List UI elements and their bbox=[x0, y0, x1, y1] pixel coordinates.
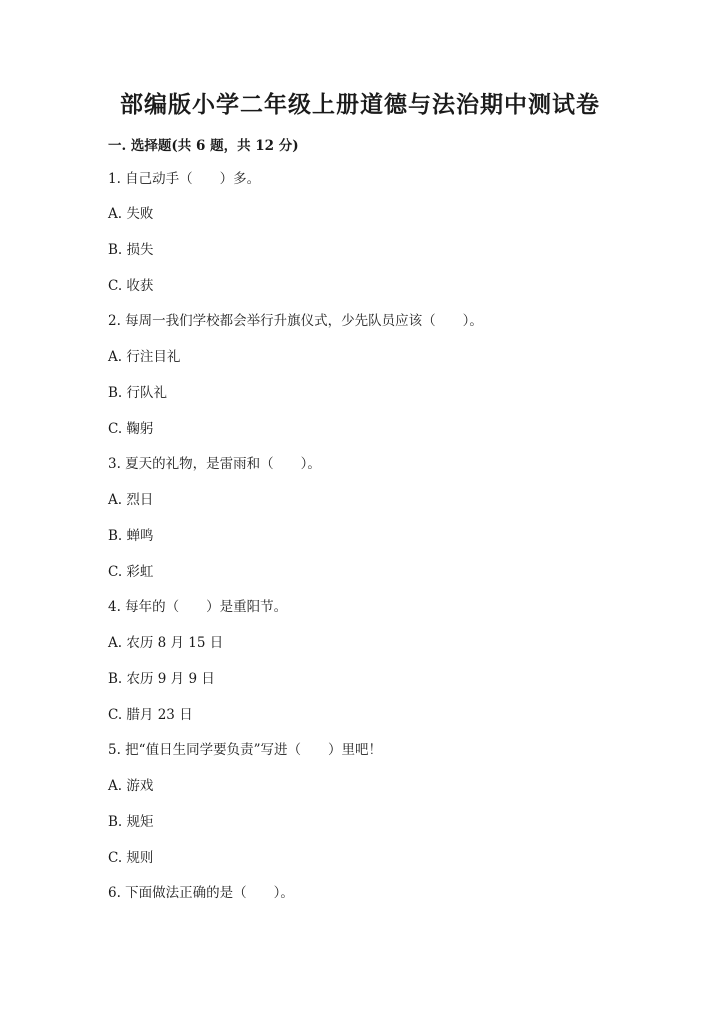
question-4-option-a: A. 农历 8 月 15 日 bbox=[108, 635, 224, 651]
question-3-stem: 3. 夏天的礼物，是雷雨和（ ）。 bbox=[108, 456, 321, 472]
section-heading: 一. 选择题(共 6 题，共 12 分) bbox=[108, 138, 299, 154]
question-1-stem: 1. 自己动手（ ）多。 bbox=[108, 171, 261, 187]
question-5-option-b: B. 规矩 bbox=[108, 814, 154, 830]
question-4-option-b: B. 农历 9 月 9 日 bbox=[108, 671, 215, 687]
question-4-stem: 4. 每年的（ ）是重阳节。 bbox=[108, 599, 288, 615]
question-3-option-c: C. 彩虹 bbox=[108, 564, 154, 580]
question-5-stem: 5. 把“值日生同学要负责”写进（ ）里吧！ bbox=[108, 742, 382, 758]
question-3-option-a: A. 烈日 bbox=[108, 492, 154, 508]
page-title: 部编版小学二年级上册道德与法治期中测试卷 bbox=[120, 91, 600, 118]
question-6-stem: 6. 下面做法正确的是（ ）。 bbox=[108, 885, 294, 901]
question-2-option-c: C. 鞠躬 bbox=[108, 421, 154, 437]
question-2-stem: 2. 每周一我们学校都会举行升旗仪式，少先队员应该（ ）。 bbox=[108, 313, 483, 329]
question-2-option-b: B. 行队礼 bbox=[108, 385, 168, 401]
question-3-option-b: B. 蝉鸣 bbox=[108, 528, 154, 544]
question-4-option-c: C. 腊月 23 日 bbox=[108, 707, 193, 723]
question-1-option-b: B. 损失 bbox=[108, 242, 154, 258]
question-1-option-c: C. 收获 bbox=[108, 278, 154, 294]
question-2-option-a: A. 行注目礼 bbox=[108, 349, 181, 365]
question-1-option-a: A. 失败 bbox=[108, 206, 154, 222]
question-5-option-c: C. 规则 bbox=[108, 850, 154, 866]
question-5-option-a: A. 游戏 bbox=[108, 778, 154, 794]
